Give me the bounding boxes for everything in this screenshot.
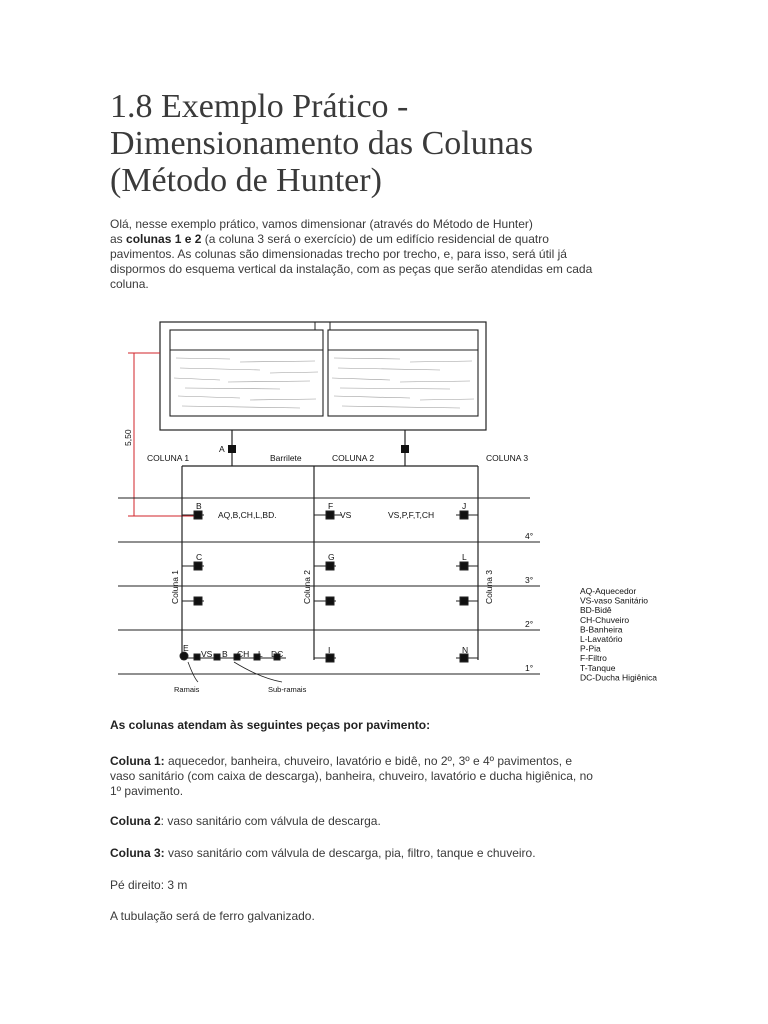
point-m-label: M [462, 596, 470, 606]
legend-item: L-Lavatório [580, 634, 623, 644]
point-l-label: L [462, 552, 467, 562]
point-a-label: A [219, 444, 225, 454]
e-dc-label: DC [271, 649, 284, 659]
intro-paragraph [110, 217, 650, 292]
pe-direito-paragraph [110, 878, 670, 893]
legend-item: B-Banheira [580, 624, 623, 635]
pieces-f-label: VS [340, 510, 352, 520]
point-f-label: F [328, 501, 334, 511]
intro-line-5: coluna. [110, 277, 149, 291]
coluna-3-label: COLUNA 3 [486, 453, 529, 463]
coluna-2-label: COLUNA 2 [332, 453, 375, 463]
coluna-3-vertical-label: Coluna 3 [484, 569, 494, 604]
floor-1-label: 1° [525, 663, 534, 673]
coluna-2-text: : vaso sanitário com válvula de descarga. [160, 814, 381, 828]
legend-item: VS-vaso Sanitário [580, 595, 649, 606]
coluna-1-line-3: 1º pavimento. [110, 784, 184, 798]
intro-line-2-post: (a coluna 3 será o exercício) de um edifício residencial de quatro [201, 232, 549, 246]
coluna-2-paragraph [110, 814, 670, 829]
coluna-2-title: Coluna 2 [110, 814, 161, 828]
diagram-legend [580, 586, 657, 682]
coluna-1-paragraph [110, 754, 670, 799]
intro-line-2-pre: as [110, 232, 127, 246]
legend-item: F-Filtro [580, 653, 607, 664]
coluna-1-vertical-label: Coluna 1 [170, 569, 180, 604]
e-vs-label: VS [201, 649, 213, 659]
height-dimension-label: 5,50 [123, 429, 133, 446]
coluna-3-paragraph [110, 846, 670, 861]
pe-direito-text: Pé direito: 3 m [110, 878, 188, 892]
barrilete-label: Barrilete [270, 453, 302, 463]
e-b-label: B [222, 649, 228, 659]
reservoir-right [328, 330, 478, 416]
pieces-b-label: AQ,B,CH,L,BD. [218, 510, 277, 520]
point-e-label: E [183, 643, 189, 653]
tubulacao-text: A tubulação será de ferro galvanizado. [110, 909, 315, 923]
point-b-label: B [196, 501, 202, 511]
floor-4-label: 4° [525, 531, 534, 541]
point-g-label: G [328, 552, 335, 562]
column-schematic-diagram [110, 318, 690, 700]
coluna-1-label: COLUNA 1 [147, 453, 190, 463]
e-ch-label: CH [237, 649, 250, 659]
section-heading [110, 718, 670, 733]
pieces-j-label: VS,P,F,T,CH [388, 510, 435, 520]
point-i-label: I [328, 645, 331, 655]
legend-item: DC-Ducha Higiênica [580, 672, 658, 683]
legend-item: T-Tanque [580, 662, 616, 673]
point-j-label: J [462, 501, 467, 511]
coluna-1-line-2: vaso sanitário (com caixa de descarga), banheira, chuveiro, lavatório e ducha higiênica, no [110, 769, 593, 783]
page-title [110, 88, 670, 199]
intro-line-4: dispormos do esquema vertical da instalação, com as peças que serão atendidas em cada [110, 262, 593, 276]
section-heading-text: As colunas atendam às seguintes peças por pavimento: [110, 718, 431, 732]
coluna-1-line-1: aquecedor, banheira, chuveiro, lavatório e bidê, no 2º, 3º e 4º pavimentos, e [164, 754, 573, 768]
point-h-label: H [328, 596, 335, 606]
e-l-label: L [258, 649, 263, 659]
tubulacao-paragraph [110, 909, 670, 924]
point-d-label: D [196, 596, 203, 606]
title-line-2: Dimensionamento das Colunas [110, 125, 534, 162]
reservoir-left [170, 330, 323, 416]
legend-item: CH-Chuveiro [580, 614, 630, 625]
coluna-1-title: Coluna 1: [110, 754, 165, 768]
floor-3-label: 3° [525, 575, 534, 585]
point-n-label: N [462, 645, 469, 655]
floor-2-label: 2° [525, 619, 534, 629]
intro-bold-columns: colunas 1 e 2 [126, 232, 202, 246]
intro-line-3: pavimentos. As colunas são dimensionadas trecho por trecho, e, para isso, será útil já [110, 247, 567, 261]
intro-line-1: Olá, nesse exemplo prático, vamos dimensionar (através do Método de Hunter) [110, 217, 533, 231]
ramais-label: Ramais [174, 685, 200, 694]
legend-item: BD-Bidê [580, 605, 612, 616]
legend-item: P-Pia [580, 643, 601, 654]
subramais-label: Sub-ramais [268, 685, 307, 694]
coluna-2-vertical-label: Coluna 2 [302, 569, 312, 604]
title-line-1: 1.8 Exemplo Prático - [110, 88, 409, 125]
title-line-3: (Método de Hunter) [110, 162, 382, 199]
point-c-label: C [196, 552, 203, 562]
coluna-3-text: vaso sanitário com válvula de descarga, pia, filtro, tanque e chuveiro. [164, 846, 536, 860]
coluna-3-title: Coluna 3: [110, 846, 165, 860]
legend-item: AQ-Aquecedor [580, 586, 637, 596]
